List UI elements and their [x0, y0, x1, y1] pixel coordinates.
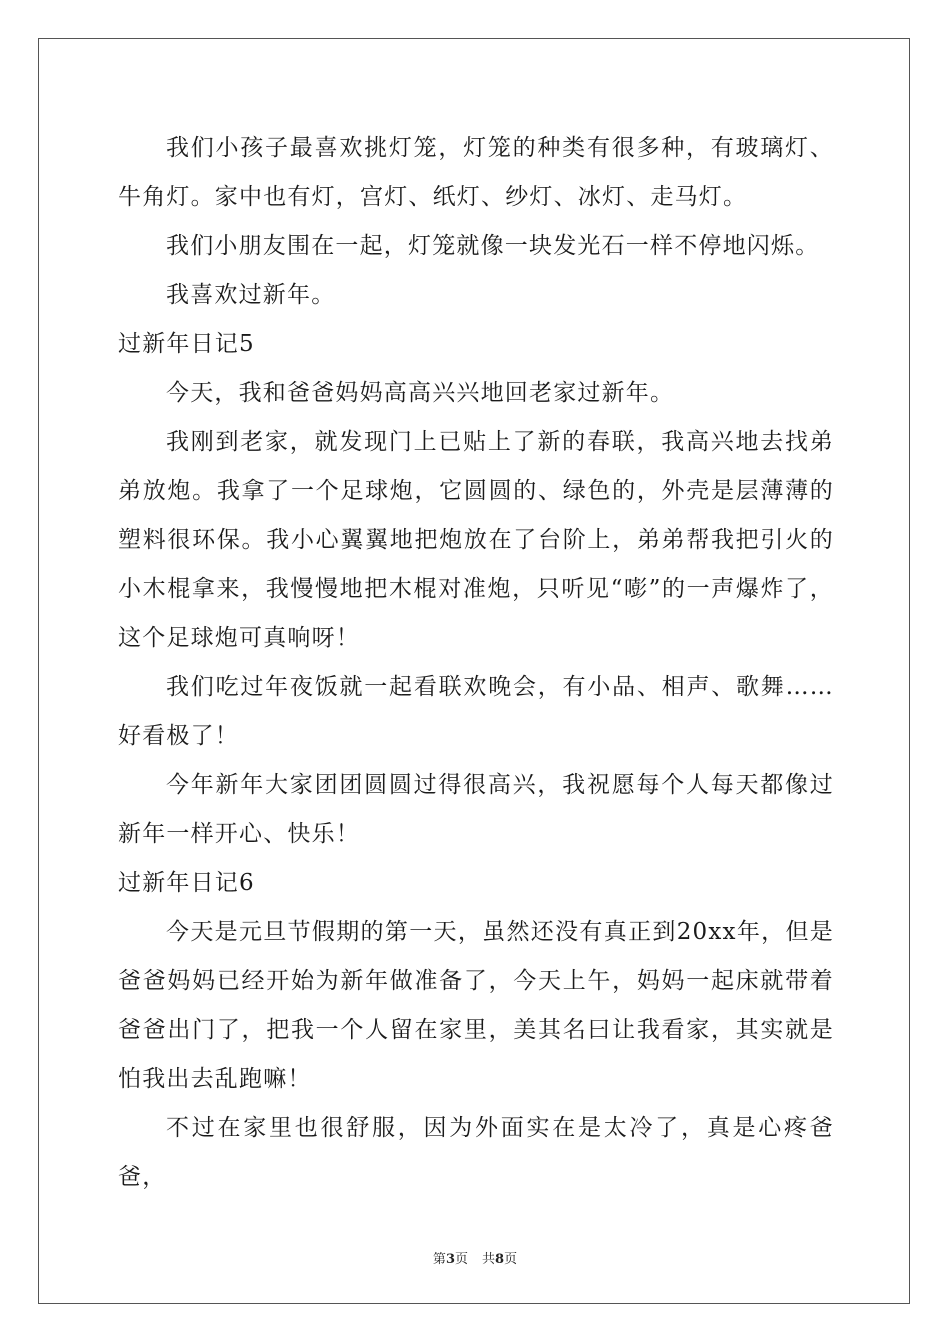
paragraph: 我刚到老家，就发现门上已贴上了新的春联，我高兴地去找弟弟放炮。我拿了一个足球炮，它圆圆的、绿色的，外壳是层薄薄的塑料很环保。我小心翼翼地把炮放在了台阶上，弟弟帮我把引火的小木棍拿来，我慢慢地把木棍对准炮，只听见“嘭”的一声爆炸了，这个足球炮可真响呀！ — [118, 429, 834, 651]
footer-total-prefix: 共 — [482, 1252, 496, 1267]
paragraph: 我喜欢过新年。 — [166, 282, 336, 308]
page-footer — [0, 1248, 950, 1267]
paragraph: 今年新年大家团团圆圆过得很高兴，我祝愿每个人每天都像过新年一样开心、快乐！ — [118, 772, 834, 847]
paragraph: 我们小朋友围在一起，灯笼就像一块发光石一样不停地闪烁。 — [166, 233, 820, 259]
paragraph: 今天，我和爸爸妈妈高高兴兴地回老家过新年。 — [166, 380, 675, 406]
paragraph: 我们吃过年夜饭就一起看联欢晚会，有小品、相声、歌舞……好看极了！ — [118, 674, 834, 749]
paragraph: 今天是元旦节假期的第一天，虽然还没有真正到20xx年，但是爸爸妈妈已经开始为新年做准备了，今天上午，妈妈一起床就带着爸爸出门了，把我一个人留在家里，美其名曰让我看家，其实就是怕我出去乱跑嘛！ — [118, 919, 834, 1092]
section-heading: 过新年日记5 — [118, 331, 255, 357]
section-heading: 过新年日记6 — [118, 870, 255, 896]
footer-page-suffix: 页 — [454, 1252, 468, 1267]
document-body — [118, 124, 834, 1202]
footer-prefix: 第 — [432, 1252, 446, 1267]
footer-total-suffix: 页 — [504, 1252, 518, 1267]
paragraph: 不过在家里也很舒服，因为外面实在是太冷了，真是心疼爸爸， — [118, 1115, 834, 1190]
total-pages-number: 8 — [495, 1252, 505, 1267]
current-page-number: 3 — [445, 1252, 455, 1267]
paragraph: 我们小孩子最喜欢挑灯笼，灯笼的种类有很多种，有玻璃灯、牛角灯。家中也有灯，宫灯、纸灯、纱灯、冰灯、走马灯。 — [118, 135, 834, 210]
